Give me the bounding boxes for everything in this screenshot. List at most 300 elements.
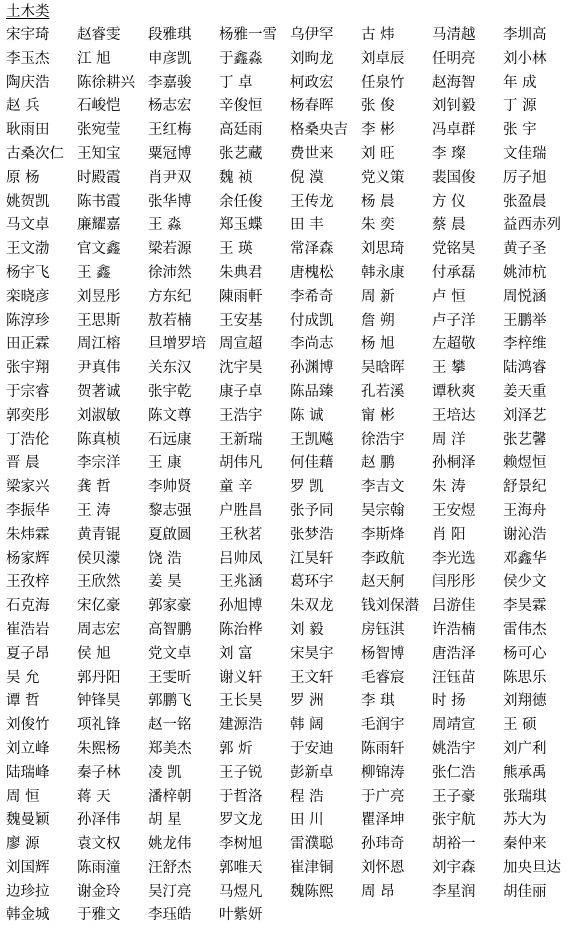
student-name: 晋 晨	[6, 455, 40, 472]
student-name: 程 浩	[290, 788, 324, 805]
student-name: 王兆涵	[219, 574, 263, 591]
student-name: 黄青锟	[77, 526, 121, 543]
student-name: 王 鑫	[77, 264, 111, 281]
student-name: 秦子林	[77, 764, 121, 781]
student-name: 项礼锋	[77, 717, 121, 734]
student-name: 杨宇飞	[6, 264, 50, 281]
student-name: 王知宝	[77, 145, 121, 162]
student-name: 陈真桢	[77, 431, 121, 448]
student-name: 刘立峰	[6, 740, 50, 757]
student-name: 赵天舸	[361, 574, 405, 591]
student-name: 李希奇	[290, 288, 334, 305]
student-name: 韩 阔	[290, 717, 324, 734]
student-name: 王子豪	[432, 788, 476, 805]
student-name: 石克海	[6, 598, 50, 615]
student-name: 熊承禹	[503, 764, 547, 781]
student-name: 罗 洲	[290, 693, 324, 710]
student-name: 王红梅	[148, 122, 192, 139]
student-name: 房钰淇	[361, 621, 405, 638]
student-name: 赵 兵	[6, 98, 40, 115]
student-name: 孙玮奇	[361, 836, 405, 853]
student-name: 丁 卓	[219, 74, 253, 91]
student-name: 谭秋爽	[432, 383, 476, 400]
student-name: 孔若溪	[361, 383, 405, 400]
student-name: 毛润宇	[361, 717, 405, 734]
student-name: 王凯飚	[290, 431, 334, 448]
student-name: 任泉竹	[361, 74, 405, 91]
student-name: 赖煜恒	[503, 455, 547, 472]
student-name: 耿雨田	[6, 122, 50, 139]
student-name: 梁若源	[148, 241, 192, 258]
student-name: 朱双龙	[290, 598, 334, 615]
student-name: 郭家豪	[148, 598, 192, 615]
student-name: 雷伟杰	[503, 621, 547, 638]
student-name: 康子卓	[219, 383, 263, 400]
student-name: 杨智博	[361, 645, 405, 662]
student-name: 付成凯	[290, 312, 334, 329]
student-name: 刘昫龙	[290, 50, 334, 67]
student-name: 李星润	[432, 883, 476, 900]
student-name: 张仁浩	[432, 764, 476, 781]
student-name: 刘广利	[503, 740, 547, 757]
student-name: 孙渊博	[290, 360, 334, 377]
student-name: 谢金玲	[77, 883, 121, 900]
student-name: 赵一铭	[148, 717, 192, 734]
student-name: 杨志宏	[148, 98, 192, 115]
student-name: 张 宇	[503, 122, 537, 139]
student-name: 詹 朔	[361, 312, 395, 329]
student-name: 刘泽艺	[503, 407, 547, 424]
student-name: 唐槐松	[290, 264, 334, 281]
student-name: 陈徐耕兴	[77, 74, 135, 91]
student-name: 叶紫妍	[219, 907, 263, 924]
student-name: 李嘉骏	[148, 74, 192, 91]
student-name: 王 瑛	[219, 241, 253, 258]
student-name: 黎志强	[148, 502, 192, 519]
student-name: 钟锋昊	[77, 693, 121, 710]
student-name: 梁家兴	[6, 479, 50, 496]
student-name: 姜 昊	[148, 574, 182, 591]
student-name: 建源浩	[219, 717, 263, 734]
student-name: 李 璨	[432, 145, 466, 162]
student-name: 方东纪	[148, 288, 192, 305]
student-name: 张梦浩	[290, 526, 334, 543]
student-name: 关东汉	[148, 360, 192, 377]
student-name: 杨可心	[503, 645, 547, 662]
student-name: 赵 鹏	[361, 455, 395, 472]
student-name: 李 彬	[361, 122, 395, 139]
student-name: 于宗睿	[6, 383, 50, 400]
student-name: 郭鹏飞	[148, 693, 192, 710]
student-name: 甯 彬	[361, 407, 395, 424]
student-name: 张予同	[290, 502, 334, 519]
student-name: 刘钊毅	[432, 98, 476, 115]
student-name: 王浩宇	[219, 407, 263, 424]
student-name: 石远康	[148, 431, 192, 448]
student-name: 廖 源	[6, 836, 40, 853]
student-name: 陆瑞峰	[6, 764, 50, 781]
student-name: 时殿霞	[77, 169, 121, 186]
student-name: 肖 阳	[432, 526, 466, 543]
student-name: 王传龙	[290, 193, 334, 210]
student-name: 王安基	[219, 312, 263, 329]
student-name: 刘 富	[219, 645, 253, 662]
student-name: 于安迪	[290, 740, 334, 757]
student-name: 常泽森	[290, 241, 334, 258]
student-name: 雷濮聪	[290, 836, 334, 853]
student-name: 申彦凯	[148, 50, 192, 67]
student-name: 王文轩	[290, 669, 334, 686]
student-name: 厉子旭	[503, 169, 547, 186]
student-name: 孙泽伟	[77, 812, 121, 829]
student-name: 张华博	[148, 193, 192, 210]
student-name: 王鹏举	[503, 312, 547, 329]
student-name: 马煜凡	[219, 883, 263, 900]
student-name: 李梓维	[503, 336, 547, 353]
student-name: 年 成	[503, 74, 537, 91]
student-name: 栾晓彦	[6, 288, 50, 305]
student-name: 侯 旭	[77, 645, 111, 662]
student-name: 姚浩宇	[432, 740, 476, 757]
student-name: 何佳藉	[290, 455, 334, 472]
student-name: 胡佳丽	[503, 883, 547, 900]
student-name: 姚龙伟	[148, 836, 192, 853]
student-name: 江 旭	[77, 50, 111, 67]
student-name: 王 涛	[77, 502, 111, 519]
student-name: 陶庆浩	[6, 74, 50, 91]
student-name: 粟冠博	[148, 145, 192, 162]
student-name: 郭唯天	[219, 859, 263, 876]
student-name: 王子锐	[219, 764, 263, 781]
student-name: 郭丹阳	[77, 669, 121, 686]
student-name: 李昊霖	[503, 598, 547, 615]
student-name: 朱熙杨	[77, 740, 121, 757]
student-name: 朱典君	[219, 264, 263, 281]
student-name: 侯少文	[503, 574, 547, 591]
student-name: 唐浩泽	[432, 645, 476, 662]
student-name: 邓鑫华	[503, 550, 547, 567]
student-name: 党义策	[361, 169, 405, 186]
student-name: 古桑次仁	[6, 145, 64, 162]
student-name: 张宛莹	[77, 122, 121, 139]
student-name: 蒋 天	[77, 788, 111, 805]
student-name: 杨 晨	[361, 193, 395, 210]
student-name: 张盈晨	[503, 193, 547, 210]
student-name: 刘国辉	[6, 859, 50, 876]
student-name: 李帅贤	[148, 479, 192, 496]
student-name: 毛睿宸	[361, 669, 405, 686]
student-name: 陈 诚	[290, 407, 324, 424]
student-name: 周 新	[361, 288, 395, 305]
student-name: 郑美杰	[148, 740, 192, 757]
student-name: 丁 源	[503, 98, 537, 115]
student-name: 夏啟圆	[148, 526, 192, 543]
student-name: 马文卓	[6, 217, 50, 234]
category-heading: 土木类	[6, 4, 50, 20]
student-name: 李光选	[432, 550, 476, 567]
student-name: 丁浩伦	[6, 431, 50, 448]
student-name: 李圳高	[503, 27, 547, 43]
student-name: 益西赤列	[503, 217, 561, 234]
student-name: 胡裕一	[432, 836, 476, 853]
student-name: 官文鑫	[77, 241, 121, 258]
student-name: 边珍拉	[6, 883, 50, 900]
student-name: 汪舒杰	[148, 859, 192, 876]
student-name: 李政航	[361, 550, 405, 567]
student-name: 古 炜	[361, 27, 395, 43]
student-name: 周 洋	[432, 431, 466, 448]
student-name: 闫彤彤	[432, 574, 476, 591]
student-name: 秦仲来	[503, 836, 547, 853]
student-name: 李玉杰	[6, 50, 50, 67]
student-name: 周宣超	[219, 336, 263, 353]
student-name: 田正霖	[6, 336, 50, 353]
student-name: 于哲洛	[219, 788, 263, 805]
student-name: 张艺藏	[219, 145, 263, 162]
student-name: 孙桐泽	[432, 455, 476, 472]
student-name: 徐沛然	[148, 264, 192, 281]
student-name: 党文卓	[148, 645, 192, 662]
student-name: 陈淳珍	[6, 312, 50, 329]
student-name: 刘 毅	[290, 621, 324, 638]
student-name: 周靖宣	[432, 717, 476, 734]
student-name: 郭奕彤	[6, 407, 50, 424]
student-name: 钱刘保潜	[361, 598, 419, 615]
student-name: 张宇航	[432, 812, 476, 829]
student-name: 陈思乐	[503, 669, 547, 686]
student-name: 乌伊罕	[290, 27, 334, 43]
student-name: 党铭昊	[432, 241, 476, 258]
student-name: 魏曼颖	[6, 812, 50, 829]
student-name: 户胜昌	[219, 502, 263, 519]
student-name: 柯政宏	[290, 74, 334, 91]
student-name: 王孜梓	[6, 574, 50, 591]
student-name: 彭新卓	[290, 764, 334, 781]
student-name: 陳雨軒	[219, 288, 263, 305]
student-name: 段雅琪	[148, 27, 192, 43]
student-name: 王 康	[148, 455, 182, 472]
student-name: 刘卓辰	[361, 50, 405, 67]
student-name: 王秋茗	[219, 526, 263, 543]
student-name: 夏子昂	[6, 645, 50, 662]
student-name: 于雅文	[77, 907, 121, 924]
student-name: 宋亿豪	[77, 598, 121, 615]
student-name: 谢沁浩	[503, 526, 547, 543]
student-name: 于广亮	[361, 788, 405, 805]
student-name: 陈文尊	[148, 407, 192, 424]
student-name: 陈书霞	[77, 193, 121, 210]
student-name: 王雯昕	[148, 669, 192, 686]
student-name: 任明亮	[432, 50, 476, 67]
name-grid	[6, 24, 574, 928]
student-name: 张瑞琪	[503, 788, 547, 805]
student-name: 黄子圣	[503, 241, 547, 258]
student-name: 刘 旺	[361, 145, 395, 162]
student-name: 吴 允	[6, 669, 40, 686]
student-name: 柳锦涛	[361, 764, 405, 781]
student-name: 汪钰苗	[432, 669, 476, 686]
student-name: 冯卓群	[432, 122, 476, 139]
student-name: 加央旦达	[503, 859, 561, 876]
student-name: 田 丰	[290, 217, 324, 234]
student-name: 卢子洋	[432, 312, 476, 329]
student-name: 朱 奕	[361, 217, 395, 234]
student-name: 尹真伟	[77, 360, 121, 377]
student-name: 贺著诚	[77, 383, 121, 400]
student-name: 刘淑敏	[77, 407, 121, 424]
student-name: 童 辛	[219, 479, 253, 496]
student-name: 王 攀	[432, 360, 466, 377]
student-name: 卢 恒	[432, 288, 466, 305]
student-name: 王长昊	[219, 693, 263, 710]
student-name: 谭 哲	[6, 693, 40, 710]
student-name: 吴宗翰	[361, 502, 405, 519]
student-name: 李 琪	[361, 693, 395, 710]
student-name: 凌 凯	[148, 764, 182, 781]
student-name: 张宇乾	[148, 383, 192, 400]
student-name: 裴国俊	[432, 169, 476, 186]
student-name: 刘宇森	[432, 859, 476, 876]
student-name: 敖若楠	[148, 312, 192, 329]
student-name: 赵海智	[432, 74, 476, 91]
student-name: 王文渤	[6, 241, 50, 258]
student-name: 罗 凯	[290, 479, 324, 496]
student-name: 廉耀嘉	[77, 217, 121, 234]
student-name: 饶 浩	[148, 550, 182, 567]
student-name: 崔浩岩	[6, 621, 50, 638]
student-name: 袁文权	[77, 836, 121, 853]
student-name: 高廷雨	[219, 122, 263, 139]
student-name: 郑玉蝶	[219, 217, 263, 234]
student-name: 张艺馨	[503, 431, 547, 448]
student-name: 李斯烽	[361, 526, 405, 543]
student-name: 江昊轩	[290, 550, 334, 567]
student-name: 姜天重	[503, 383, 547, 400]
student-name: 郭 炘	[219, 740, 253, 757]
student-name: 苏大为	[503, 812, 547, 829]
student-name: 刘俊竹	[6, 717, 50, 734]
student-name: 辛俊恒	[219, 98, 263, 115]
student-name: 文佳瑞	[503, 145, 547, 162]
student-name: 孙旭博	[219, 598, 263, 615]
student-name: 韩永康	[361, 264, 405, 281]
student-name: 刘思琦	[361, 241, 405, 258]
student-name: 周悦涵	[503, 288, 547, 305]
student-name: 于鑫淼	[219, 50, 263, 67]
student-name: 王海舟	[503, 502, 547, 519]
student-name: 倪 漠	[290, 169, 324, 186]
student-name: 时 扬	[432, 693, 466, 710]
student-name: 刘翔德	[503, 693, 547, 710]
student-name: 侯贝濛	[77, 550, 121, 567]
student-name: 姚沛杭	[503, 264, 547, 281]
student-name: 周江榕	[77, 336, 121, 353]
student-name: 王安煜	[432, 502, 476, 519]
student-name: 赵睿雯	[77, 27, 121, 43]
student-name: 葛环宇	[290, 574, 334, 591]
student-name: 姚贺凯	[6, 193, 50, 210]
student-name: 李尚志	[290, 336, 334, 353]
student-name: 陆鸿睿	[503, 360, 547, 377]
student-name: 陈雨轩	[361, 740, 405, 757]
student-name: 李吉文	[361, 479, 405, 496]
student-name: 舒景纪	[503, 479, 547, 496]
student-name: 吕帅凤	[219, 550, 263, 567]
student-name: 吴晗晖	[361, 360, 405, 377]
student-name: 陈治桦	[219, 621, 263, 638]
student-name: 胡 星	[148, 812, 182, 829]
student-name: 刘怀恩	[361, 859, 405, 876]
student-name: 杨春晖	[290, 98, 334, 115]
student-name: 高智鹏	[148, 621, 192, 638]
student-name: 龚 哲	[77, 479, 111, 496]
student-name: 杨雅一雪	[219, 27, 277, 43]
student-name: 张宇翔	[6, 360, 50, 377]
student-name: 格桑央吉	[290, 122, 348, 139]
student-name: 王欣然	[77, 574, 121, 591]
student-name: 余任俊	[219, 193, 263, 210]
student-name: 李振华	[6, 502, 50, 519]
student-name: 李树旭	[219, 836, 263, 853]
student-name: 旦增罗培	[148, 336, 206, 353]
student-name: 杨 旭	[361, 336, 395, 353]
student-name: 王 淼	[148, 217, 182, 234]
student-name: 沈宇昊	[219, 360, 263, 377]
student-name: 付承磊	[432, 264, 476, 281]
student-name: 田 川	[290, 812, 324, 829]
student-name: 杨家辉	[6, 550, 50, 567]
student-name: 宋昊宇	[290, 645, 334, 662]
student-name: 崔津铜	[290, 859, 334, 876]
student-name: 吴汀亮	[148, 883, 192, 900]
student-name: 许浩楠	[432, 621, 476, 638]
student-name: 周 昂	[361, 883, 395, 900]
student-name: 吕游佳	[432, 598, 476, 615]
student-name: 朱 涛	[432, 479, 466, 496]
student-name: 原 杨	[6, 169, 40, 186]
student-name: 陈品臻	[290, 383, 334, 400]
student-name: 罗文龙	[219, 812, 263, 829]
student-name: 周 恒	[6, 788, 40, 805]
student-name: 徐浩宇	[361, 431, 405, 448]
student-name: 李珏皓	[148, 907, 192, 924]
student-name: 王思斯	[77, 312, 121, 329]
student-name: 魏 祯	[219, 169, 253, 186]
student-name: 石峻恺	[77, 98, 121, 115]
student-name: 胡伟凡	[219, 455, 263, 472]
student-name: 马清越	[432, 27, 476, 43]
student-name: 瞿泽坤	[361, 812, 405, 829]
student-name: 李宗洋	[77, 455, 121, 472]
student-name: 谢义轩	[219, 669, 263, 686]
student-name: 朱炜霖	[6, 526, 50, 543]
student-name: 王新瑞	[219, 431, 263, 448]
student-name: 魏陈熙	[290, 883, 334, 900]
student-name: 肖尹双	[148, 169, 192, 186]
student-name: 周志宏	[77, 621, 121, 638]
student-name: 费世来	[290, 145, 334, 162]
student-name: 张 俊	[361, 98, 395, 115]
student-name: 左超敬	[432, 336, 476, 353]
student-name: 王 硕	[503, 717, 537, 734]
student-name: 陈雨潼	[77, 859, 121, 876]
student-name: 王培达	[432, 407, 476, 424]
student-name: 宋宇琦	[6, 27, 50, 43]
student-name: 韩金城	[6, 907, 50, 924]
student-name: 潘梓朝	[148, 788, 192, 805]
student-name: 方 仪	[432, 193, 466, 210]
student-name: 蔡 晨	[432, 217, 466, 234]
